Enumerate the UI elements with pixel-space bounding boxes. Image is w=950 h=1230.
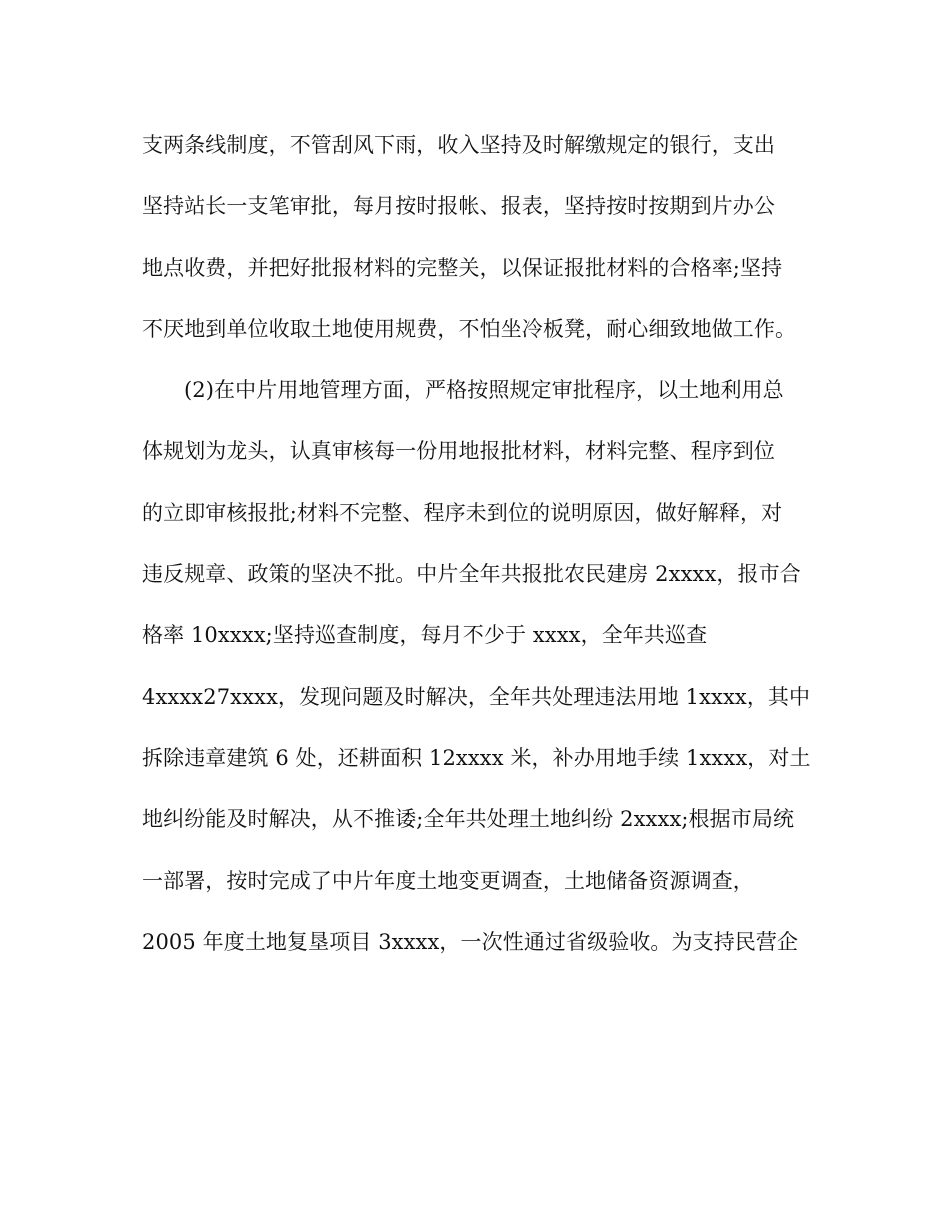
- text-line-8: 违反规章、政策的坚决不批。中片全年共报批农民建房 2xxxx，报市合: [142, 562, 801, 587]
- text-line-12: 地纠纷能及时解决，从不推诿;全年共处理土地纠纷 2xxxx;根据市局统: [142, 807, 795, 832]
- text-line-13: 一部署，按时完成了中片年度土地变更调查，土地储备资源调查，: [142, 868, 754, 893]
- text-line-11: 拆除违章建筑 6 处，还耕面积 12xxxx 米，补办用地手续 1xxxx，对土: [142, 745, 811, 770]
- text-line-10: 4xxxx27xxxx，发现问题及时解决，全年共处理违法用地 1xxxx，其中: [142, 684, 811, 709]
- text-line-5-paragraph-start: (2)在中片用地管理方面，严格按照规定审批程序，以土地利用总: [184, 378, 784, 403]
- text-line-3: 地点收费，并把好批报材料的完整关，以保证报批材料的合格率;坚持: [142, 255, 783, 280]
- text-line-6: 体规划为龙头，认真审核每一份用地报批材料，材料完整、程序到位: [142, 439, 775, 464]
- text-line-9: 格率 10xxxx;坚持巡查制度，每月不少于 xxxx，全年共巡查: [142, 623, 708, 648]
- text-line-4: 不厌地到单位收取土地使用规费，不怕坐冷板凳，耐心细致地做工作。: [142, 316, 797, 341]
- text-line-1: 支两条线制度，不管刮风下雨，收入坚持及时解缴规定的银行，支出: [142, 133, 775, 157]
- text-line-14: 2005 年度土地复垦项目 3xxxx，一次性通过省级验收。为支持民营企: [142, 929, 799, 954]
- text-line-2: 坚持站长一支笔审批，每月按时报帐、报表，坚持按时按期到片办公: [142, 194, 775, 219]
- document-body: [142, 127, 822, 985]
- text-line-7: 的立即审核报批;材料不完整、程序未到位的说明原因，做好解释，对: [142, 500, 783, 525]
